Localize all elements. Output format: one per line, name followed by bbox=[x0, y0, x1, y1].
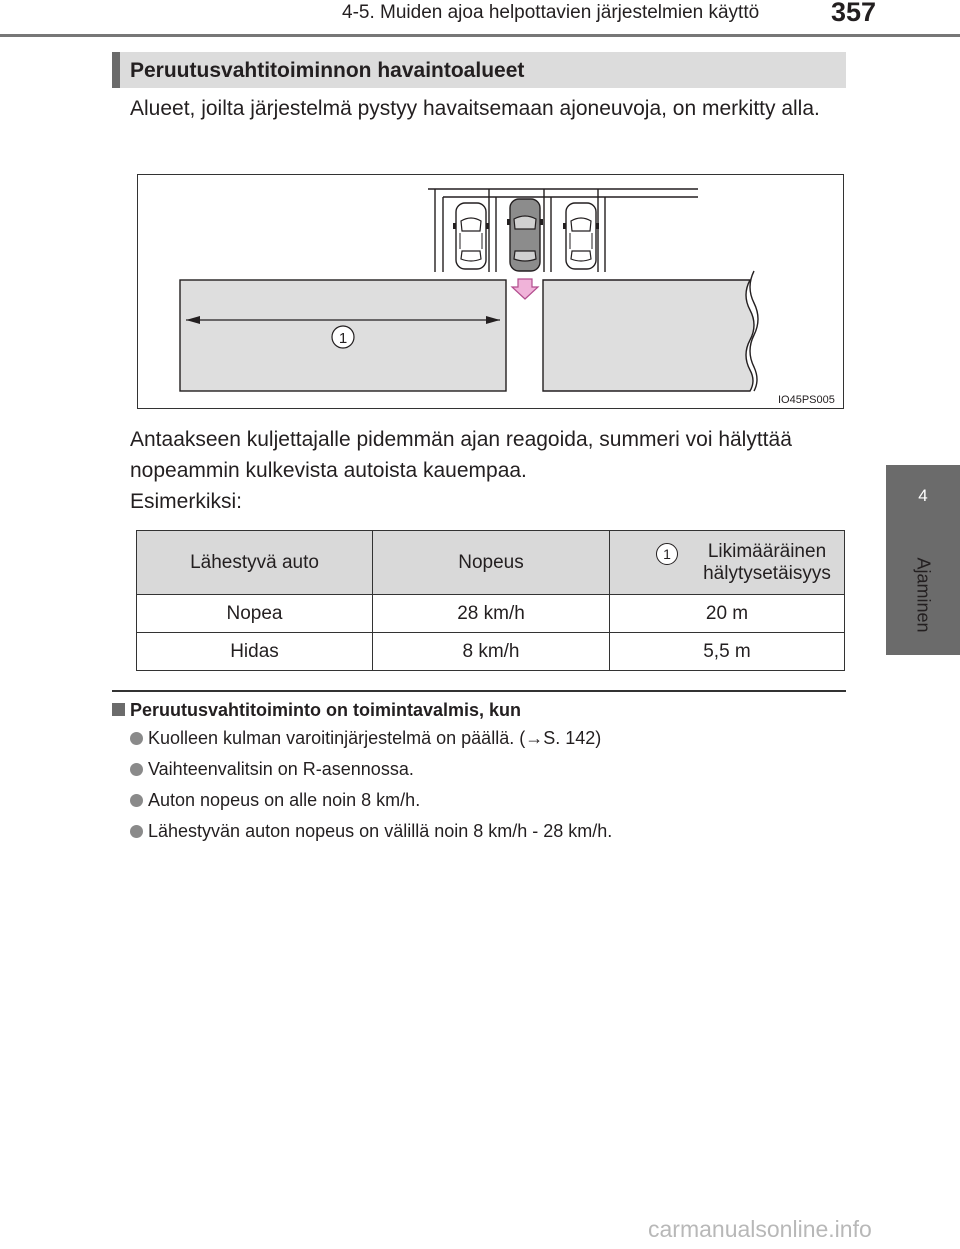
reverse-arrow bbox=[512, 279, 538, 299]
table-row bbox=[137, 595, 845, 633]
detection-area-figure bbox=[137, 174, 844, 409]
bullet-dot-icon bbox=[130, 794, 143, 807]
table-callout: 1 bbox=[656, 543, 678, 565]
bullet-dot-icon bbox=[130, 763, 143, 776]
table-row bbox=[137, 633, 845, 671]
chapter-name-container bbox=[886, 545, 960, 645]
figure-callout: 1 bbox=[338, 330, 348, 347]
bullet-dot-icon bbox=[130, 732, 143, 745]
watermark: carmanualsonline.info bbox=[648, 1216, 872, 1242]
list-item-text: Kuolleen kulman varoitinjärjestelmä on päällä. (→S. 142) bbox=[148, 728, 602, 748]
table-cell: 20 m bbox=[610, 595, 845, 633]
header-rule bbox=[0, 34, 960, 37]
intro-paragraph: Alueet, joilta järjestelmä pystyy havaitsemaan ajoneuvoja, on merkitty alla. bbox=[130, 97, 820, 120]
figure-code: IO45PS005 bbox=[778, 394, 835, 406]
table-cell: Nopea bbox=[137, 595, 373, 633]
description-paragraph: Antaakseen kuljettajalle pidemmän ajan reagoida, summeri voi hälyttää nopeammin kulkevista autoista kauempaa. bbox=[130, 428, 792, 482]
bullet-dot-icon bbox=[130, 825, 143, 838]
detection-area-right bbox=[543, 280, 754, 391]
section-divider bbox=[112, 690, 846, 692]
running-header-title: 4-5. Muiden ajoa helpottavien järjestelmien käyttö bbox=[342, 2, 760, 23]
own-car bbox=[507, 199, 543, 271]
page-number: 357 bbox=[831, 0, 877, 27]
table-header-label: Likimääräinen hälytysetäisyys bbox=[703, 540, 831, 584]
list-item bbox=[130, 790, 420, 811]
table-header-cell bbox=[610, 531, 845, 595]
example-label: Esimerkiksi: bbox=[130, 490, 243, 513]
list-item-text: Auton nopeus on alle noin 8 km/h. bbox=[148, 790, 421, 810]
list-item bbox=[130, 821, 612, 842]
parked-car-left bbox=[453, 203, 489, 269]
section-heading-marker bbox=[112, 52, 120, 88]
note-heading-text: Peruutusvahtitoiminto on toimintavalmis, kun bbox=[130, 700, 522, 720]
list-item-text: Lähestyvän auton nopeus on välillä noin 8 km/h - 28 km/h. bbox=[148, 821, 613, 841]
chapter-number: 4 bbox=[918, 486, 928, 505]
chapter-name: Ajaminen bbox=[913, 557, 934, 633]
square-bullet-icon bbox=[112, 703, 125, 716]
section-title: Peruutusvahtitoiminnon havaintoalueet bbox=[130, 59, 525, 82]
parked-car-right bbox=[563, 203, 599, 269]
table-cell: Hidas bbox=[137, 633, 373, 671]
list-item bbox=[130, 759, 414, 780]
list-item-text: Vaihteenvalitsin on R-asennossa. bbox=[148, 759, 414, 779]
detection-area-diagram bbox=[138, 175, 845, 410]
table-header-cell: Nopeus bbox=[373, 531, 610, 595]
table-cell: 8 km/h bbox=[373, 633, 610, 671]
table-cell: 5,5 m bbox=[610, 633, 845, 671]
table-header-cell: Lähestyvä auto bbox=[137, 531, 373, 595]
list-item bbox=[130, 728, 601, 749]
note-heading bbox=[112, 700, 521, 721]
table-header-row bbox=[137, 531, 845, 595]
table-cell: 28 km/h bbox=[373, 595, 610, 633]
warning-distance-table bbox=[136, 530, 845, 671]
